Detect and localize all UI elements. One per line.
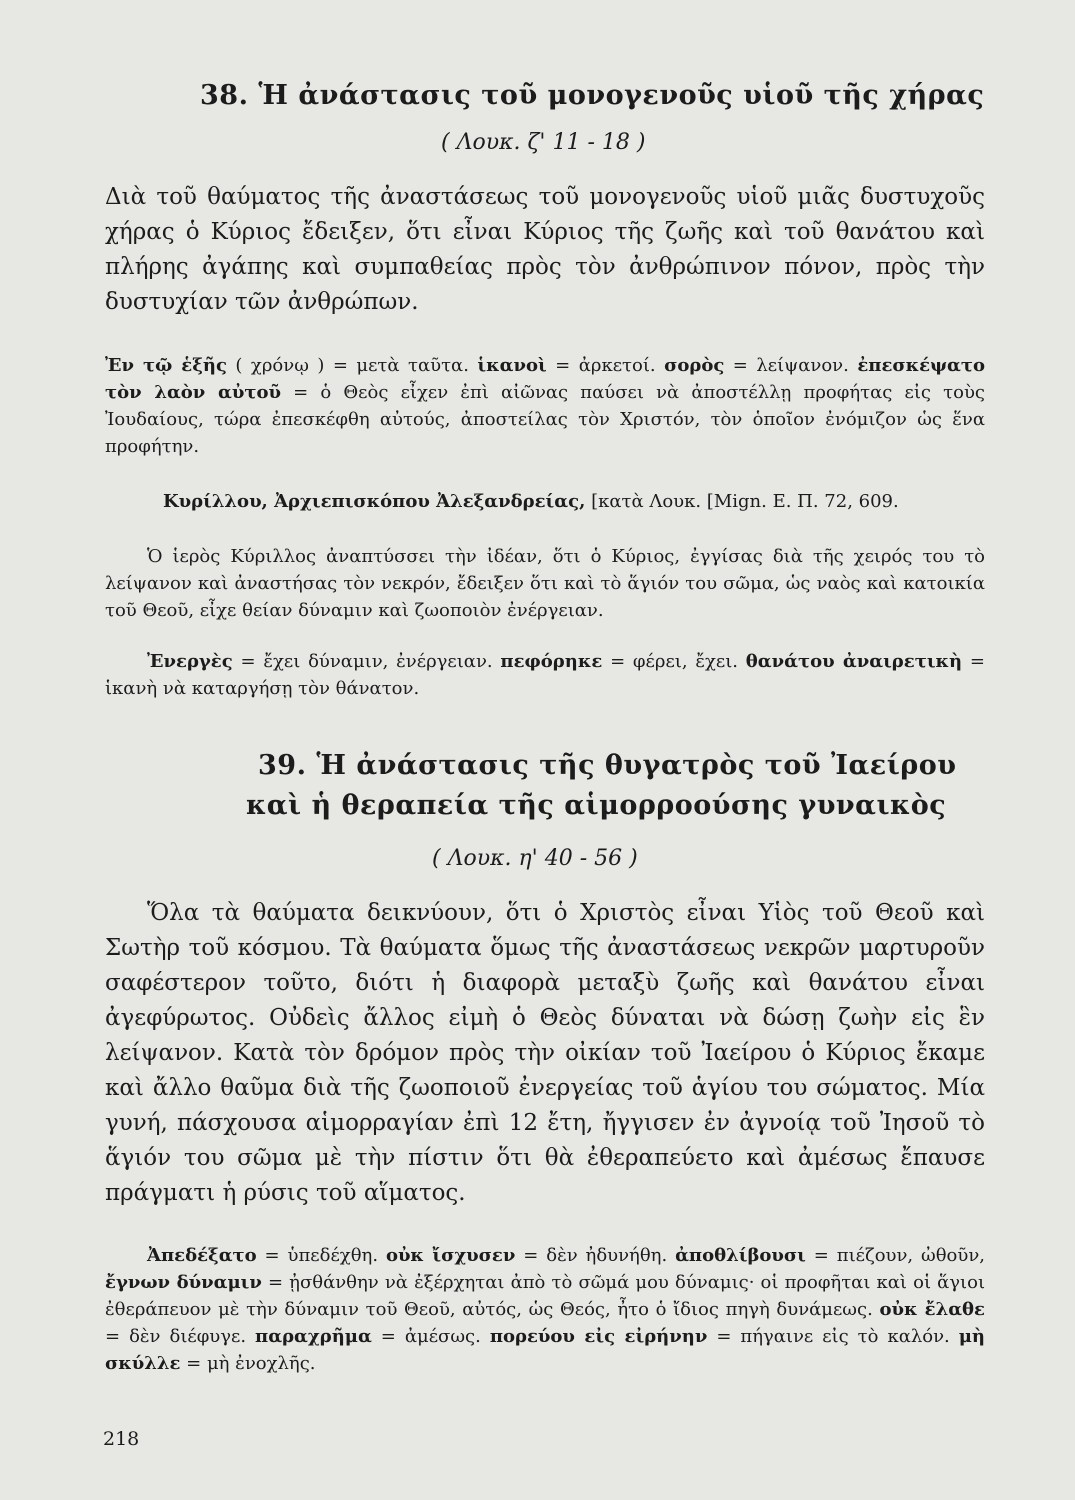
section-38-commentary: Ὁ ἱερὸς Κύριλλος ἀναπτύσσει τὴν ἰδέαν, ὅτι ὁ Κύριος, ἐγγίσας διὰ τῆς χειρός του τὸ λείψανον καὶ ἀναστήσας τὸν νεκρόν, ἔδειξεν ὅτι καὶ τὸ ἅγιόν του σῶμα, ὡς ναὸς καὶ κατοικία τοῦ Θεοῦ, εἶχε θείαν δύναμιν καὶ ζωοποιὸν ἐνέργειαν. [105,546,985,621]
page-number: 218 [103,1428,140,1450]
section-39-heading-line-1: 39. Ἡ ἀνάστασις τῆς θυγατρὸς τοῦ Ἰαείρου [258,750,957,781]
section-39-heading-line-2: καὶ ἡ θεραπεία τῆς αἱμορροούσης γυναικὸς [246,790,947,821]
section-39-reference: ( Λουκ. η' 40 - 56 ) [432,846,638,871]
section-38-reference: ( Λουκ. ζ' 11 - 18 ) [441,130,646,155]
section-38-glossary: Ἐν τῷ ἑξῆς ( χρόνῳ ) = μετὰ ταῦτα. ἱκανοὶ = ἀρκετοί. σορὸς = λείψανον. ἐπεσκέψατο τὸν λαὸν αὐτοῦ = ὁ Θεὸς εἶχεν ἐπὶ αἰῶνας παύσει νὰ ἀποστέλλῃ προφήτας εἰς τοὺς Ἰουδαίους, τώρα ἐπεσκέφθη αὐτούς, ἀποστείλας τὸν Χριστόν, τὸν ὁποῖον ἐνόμιζον ὡς ἕνα προφήτην. [105,355,986,457]
section-39-glossary: Ἀπεδέξατο = ὑπεδέχθη. οὐκ ἴσχυσεν = δὲν ἠδυνήθη. ἀποθλίβουσι = πιέζουν, ὠθοῦν, ἔγνων δύναμιν = ᾐσθάνθην νὰ ἐξέρχηται ἀπὸ τὸ σῶμά μου δύναμις· οἱ προφῆται καὶ οἱ ἅγιοι ἐθεράπευον μὲ τὴν δύναμιν τοῦ Θεοῦ, αὐτός, ὡς Θεός, ἦτο ὁ ἴδιος πηγὴ δυνάμεως. οὐκ ἔλαθε = δὲν διέφυγε. παραχρῆμα = ἀμέσως. πορεύου εἰς εἰρήνην = πήγαινε εἰς τὸ καλόν. μὴ σκύλλε = μὴ ἐνοχλῆς. [105,1245,986,1374]
section-38-source-citation: Κυρίλλου, Ἀρχιεπισκόπου Ἀλεξανδρείας, [κατὰ Λουκ. [Mign. Ε. Π. 72, 609. [163,491,899,512]
section-38-body: Διὰ τοῦ θαύματος τῆς ἀναστάσεως τοῦ μονογενοῦς υἱοῦ μιᾶς δυστυχοῦς χήρας ὁ Κύριος ἔδειξεν, ὅτι εἶναι Κύριος τῆς ζωῆς καὶ τοῦ θανάτου καὶ πλήρης ἀγάπης καὶ συμπαθείας πρὸς τὸν ἀνθρώπινον πόνον, πρὸς τὴν δυστυχίαν τῶν ἀνθρώπων. [105,184,985,315]
section-38-heading: 38. Ἡ ἀνάστασις τοῦ μονογενοῦς υἱοῦ τῆς χήρας [200,80,985,111]
section-39-body: Ὅλα τὰ θαύματα δεικνύουν, ὅτι ὁ Χριστὸς εἶναι Υἱὸς τοῦ Θεοῦ καὶ Σωτὴρ τοῦ κόσμου. Τὰ θαύματα ὅμως τῆς ἀναστάσεως νεκρῶν μαρτυροῦν σαφέστερον τοῦτο, διότι ἡ διαφορὰ μεταξὺ ζωῆς καὶ θανάτου εἶναι ἀγεφύρωτος. Οὐδεὶς ἄλλος εἰμὴ ὁ Θεὸς δύναται νὰ δώσῃ ζωὴν εἰς ἓν λείψανον. Κατὰ τὸν δρόμον πρὸς τὴν οἰκίαν τοῦ Ἰαείρου ὁ Κύριος ἔκαμε καὶ ἄλλο θαῦμα διὰ τῆς ζωοποιοῦ ἐνεργείας τοῦ ἁγίου του σώματος. Μία γυνή, πάσχουσα αἱμορραγίαν ἐπὶ 12 ἔτη, ἤγγισεν ἐν ἀγνοίᾳ τοῦ Ἰησοῦ τὸ ἅγιόν του σῶμα μὲ τὴν πίστιν ὅτι θὰ ἐθεραπεύετο καὶ ἀμέσως ἔπαυσε πράγματι ἡ ρύσις τοῦ αἵματος. [105,900,985,1206]
section-38-glossary-2: Ἐνεργὲς = ἔχει δύναμιν, ἐνέργειαν. πεφόρηκε = φέρει, ἔχει. θανάτου ἀναιρετικὴ = ἱκανὴ νὰ καταργήσῃ τὸν θάνατον. [105,651,985,699]
